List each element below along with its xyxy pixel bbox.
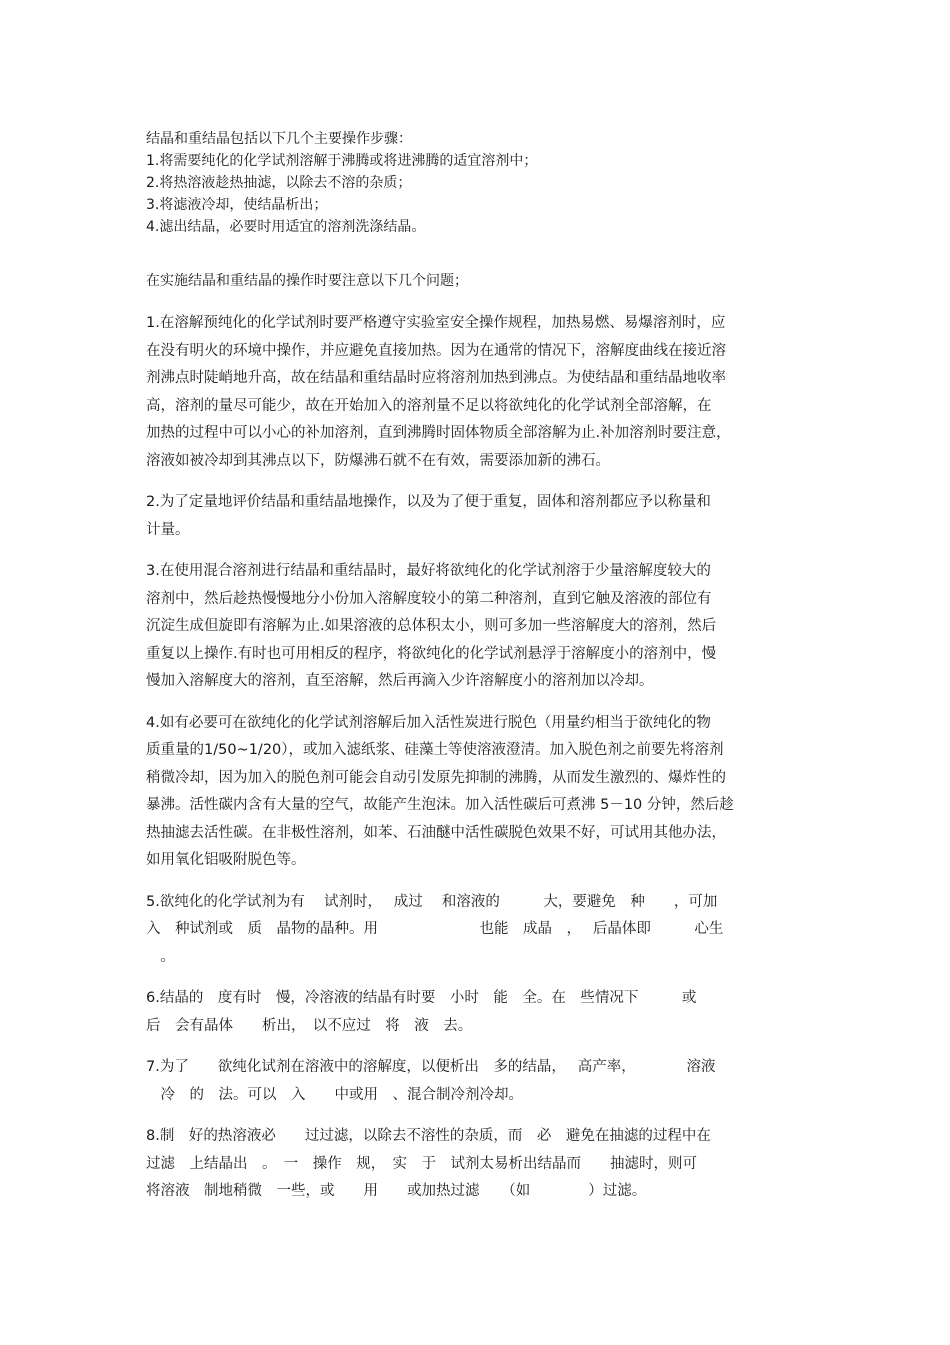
text-line: 入 种试剂或 质 晶物的晶种。用 也能 成晶 ， 后晶体即 心生 — [146, 921, 724, 937]
text-line: 溶剂中，然后趁热慢慢地分小份加入溶解度较小的第二种溶剂，直到它触及溶液的部位有 — [146, 590, 712, 607]
notice-line: 在实施结晶和重结晶的操作时要注意以下几个问题； — [146, 273, 468, 289]
text-line: 在没有明火的环境中操作，并应避免直接加热。因为在通常的情况下，溶解度曲线在接近溶 — [146, 342, 726, 359]
text-line: 慢加入溶解度大的溶剂，直至溶解，然后再滴入少许溶解度小的溶剂加以冷却。 — [146, 673, 654, 689]
intro-heading: 结晶和重结晶包括以下几个主要操作步骤： — [146, 131, 412, 147]
text-line: 计量。 — [146, 521, 190, 538]
text-line: 稍微冷却，因为加入的脱色剂可能会自动引发原先抑制的沸腾，从而发生激烈的、爆炸性的 — [146, 769, 726, 786]
paragraph-2 — [146, 489, 818, 544]
text-line: 加热的过程中可以小心的补加溶剂，直到沸腾时固体物质全部溶解为止.补加溶剂时要注意， — [146, 425, 731, 441]
paragraph-8 — [146, 1123, 818, 1206]
text-line: 7.为了 欲纯化试剂在溶液中的溶解度，以便析出 多的结晶， 高产率， 溶液 — [146, 1059, 716, 1075]
text-line: 沉淀生成但旋即有溶解为止.如果溶液的总体积太小，则可多加一些溶解度大的溶剂，然后 — [146, 618, 717, 634]
paragraph-6 — [146, 985, 818, 1040]
text-line: 如用氧化铝吸附脱色等。 — [146, 852, 306, 868]
text-line: 。 — [146, 948, 175, 965]
text-line: 暴沸。活性碳内含有大量的空气，故能产生泡沫。加入活性碳后可煮沸 5－10 分钟，然后趁 — [146, 797, 734, 813]
text-line: 重复以上操作.有时也可用相反的程序，将欲纯化的化学试剂悬浮于溶解度小的溶剂中，慢 — [146, 645, 717, 662]
step-4: 4.滤出结晶，必要时用适宜的溶剂洗涤结晶。 — [146, 219, 426, 235]
paragraph-4 — [146, 710, 818, 875]
spacer — [146, 238, 818, 260]
text-line: 1.在溶解预纯化的化学试剂时要严格遵守实验室安全操作规程，加热易燃、易爆溶剂时，应 — [146, 315, 726, 331]
paragraph-7 — [146, 1054, 818, 1109]
text-line: 热抽滤去活性碳。在非极性溶剂，如苯、石油醚中活性碳脱色效果不好，可试用其他办法， — [146, 824, 726, 841]
text-line: 剂沸点时陡峭地升高，故在结晶和重结晶时应将溶剂加热到沸点。为使结晶和重结晶地收率 — [146, 370, 726, 386]
text-line: 2.为了定量地评价结晶和重结晶地操作，以及为了便于重复，固体和溶剂都应予以称量和 — [146, 494, 711, 510]
text-line: 质重量的1/50~1/20），或加入滤纸浆、硅藻土等使溶液澄清。加入脱色剂之前要先将溶剂 — [146, 742, 724, 758]
step-3: 3.将滤液冷却，使结晶析出； — [146, 197, 328, 213]
text-line: 后 会有晶体 析出， 以不应过 将 液 去。 — [146, 1017, 473, 1034]
text-line: 5.欲纯化的化学试剂为有 试剂时， 成过 和溶液的 大，要避免 种 ，可加 — [146, 893, 718, 910]
text-line: 将溶液 制地稍微 一些，或 用 或加热过滤 （如 ）过滤。 — [146, 1183, 647, 1199]
text-line: 6.结晶的 度有时 慢，冷溶液的结晶有时要 小时 能 全。在 些情况下 或 — [146, 990, 697, 1006]
text-line: 8.制 好的热溶液必 过过滤，以除去不溶性的杂质，而 必 避免在抽滤的过程中在 — [146, 1128, 711, 1144]
paragraph-3 — [146, 558, 818, 696]
step-1: 1.将需要纯化的化学试剂溶解于沸腾或将进沸腾的适宜溶剂中； — [146, 153, 538, 169]
text-line: 冷 的 法。可以 入 中或用 、混合制冷剂冷却。 — [146, 1086, 523, 1103]
paragraph-5 — [146, 889, 818, 972]
text-line: 溶液如被冷却到其沸点以下，防爆沸石就不在有效，需要添加新的沸石。 — [146, 452, 610, 469]
text-line: 3.在使用混合溶剂进行结晶和重结晶时，最好将欲纯化的化学试剂溶于少量溶解度较大的 — [146, 563, 711, 579]
text-line: 4.如有必要可在欲纯化的化学试剂溶解后加入活性炭进行脱色（用量约相当于欲纯化的物 — [146, 714, 711, 731]
step-2: 2.将热溶液趁热抽滤，以除去不溶的杂质； — [146, 175, 412, 191]
document-page — [146, 128, 818, 1206]
intro-section — [146, 128, 818, 292]
text-line: 高，溶剂的量尽可能少，故在开始加入的溶剂量不足以将欲纯化的化学试剂全部溶解，在 — [146, 397, 712, 414]
paragraph-1 — [146, 310, 818, 475]
text-line: 过滤 上结晶出 。 一 操作 规， 实 于 试剂太易析出结晶而 抽滤时，则可 — [146, 1155, 697, 1172]
